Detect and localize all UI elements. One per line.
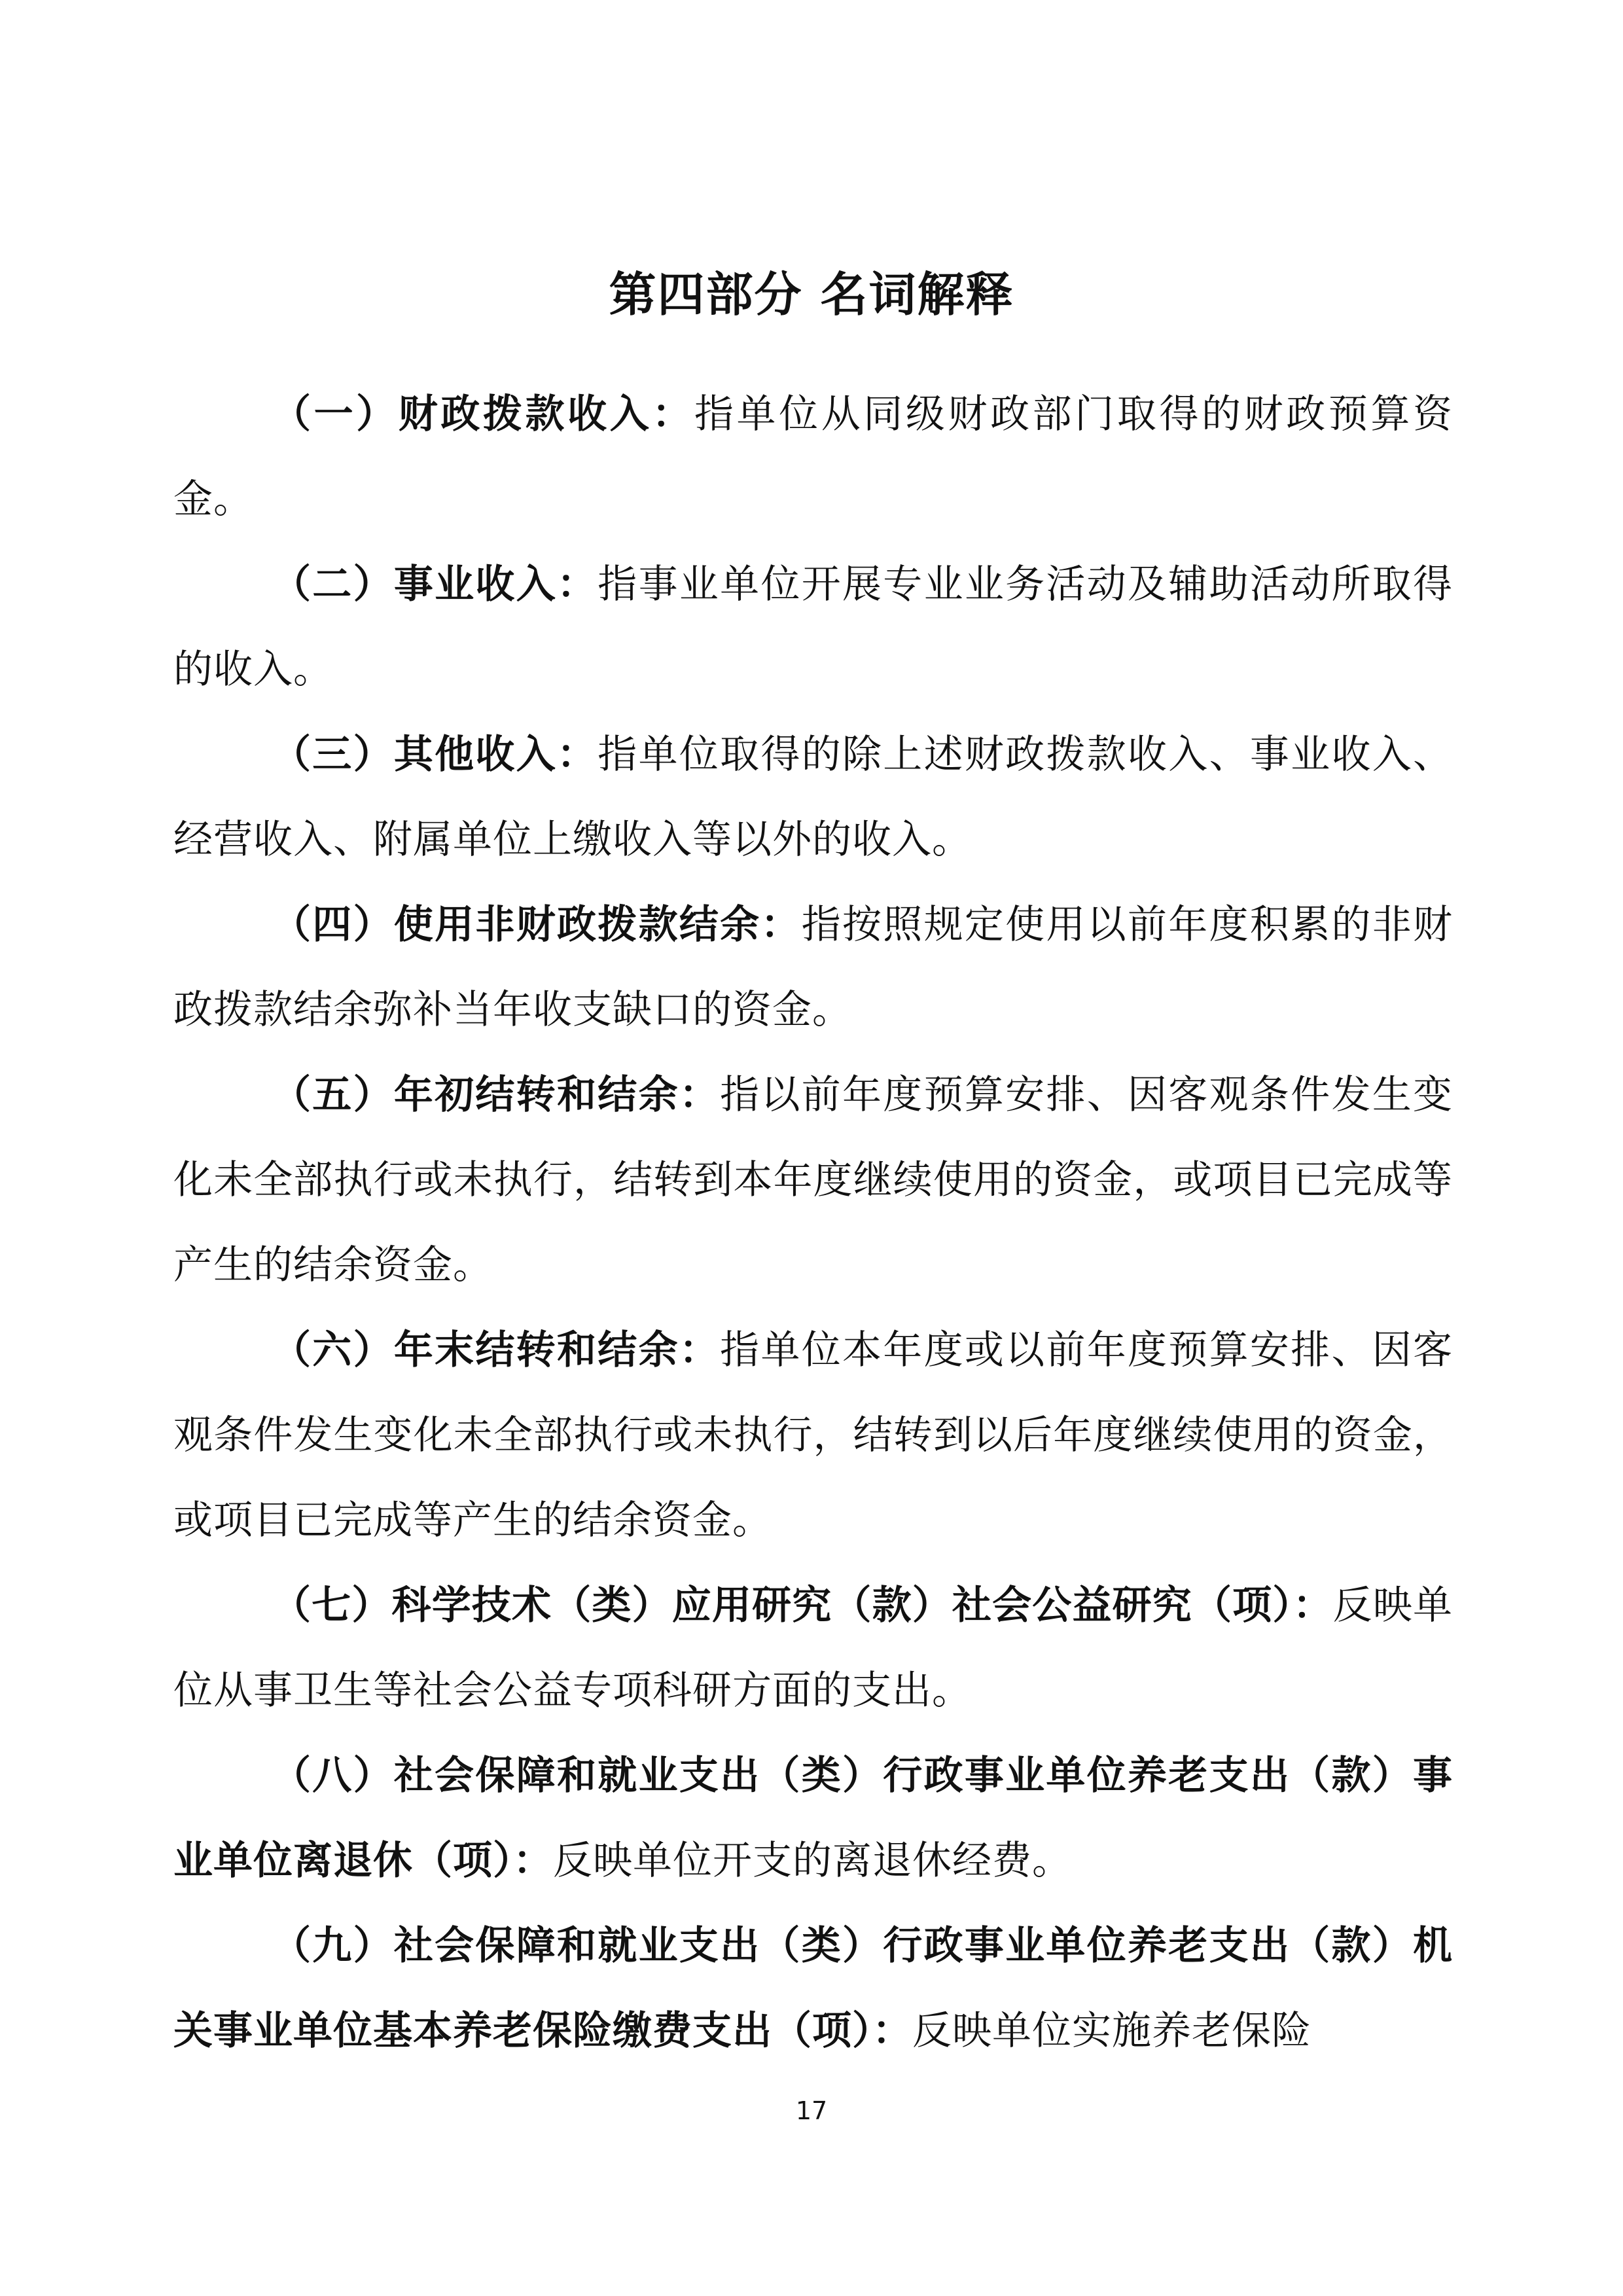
entry-definition: 指以前年度预算安排、因客观条件发生变化未全部执行或未执行，结转到本年度继续使用的资金，或项目已完成等产生的结余资金。 bbox=[173, 1072, 1454, 1288]
glossary-entry-6 bbox=[173, 1308, 1453, 1563]
entry-definition: 指单位取得的除上述财政拨款收入、事业收入、经营收入、附属单位上缴收入等以外的收入。 bbox=[173, 732, 1454, 863]
glossary-entry-4 bbox=[173, 882, 1453, 1052]
entry-term: （一）财政拨款收入： bbox=[272, 391, 694, 437]
entry-definition: 反映单位从事卫生等社会公益专项科研方面的支出。 bbox=[173, 1583, 1454, 1713]
glossary-entry-8 bbox=[173, 1733, 1453, 1903]
entry-definition: 反映单位实施养老保险 bbox=[912, 2008, 1311, 2054]
page-number: 17 bbox=[795, 2096, 828, 2125]
entry-term: （三）其他收入： bbox=[272, 732, 598, 778]
glossary-entry-7 bbox=[173, 1563, 1453, 1733]
glossary-entry-9 bbox=[173, 1903, 1453, 2073]
entry-definition: 指单位本年度或以前年度预算安排、因客观条件发生变化未全部执行或未执行，结转到以后年度继续使用的资金，或项目已完成等产生的结余资金。 bbox=[173, 1327, 1454, 1543]
entry-definition: 指按照规定使用以前年度积累的非财政拨款结余弥补当年收支缺口的资金。 bbox=[173, 902, 1454, 1033]
entry-term: （八）社会保障和就业支出（类）行政事业单位养老支出（款）事业单位离退休（项）： bbox=[173, 1753, 1453, 1884]
entry-term: （七）科学技术（类）应用研究（款）社会公益研究（项）： bbox=[272, 1583, 1333, 1628]
entry-definition: 指单位从同级财政部门取得的财政预算资金。 bbox=[173, 391, 1454, 522]
glossary-entry-2 bbox=[173, 542, 1453, 712]
entry-term: （六）年末结转和结余： bbox=[272, 1327, 721, 1373]
entry-definition: 指事业单位开展专业业务活动及辅助活动所取得的收入。 bbox=[173, 562, 1454, 692]
glossary-entry-5 bbox=[173, 1052, 1453, 1308]
entry-term: （四）使用非财政拨款结余： bbox=[272, 902, 802, 948]
glossary-body bbox=[173, 372, 1453, 2073]
entry-definition: 反映单位开支的离退休经费。 bbox=[553, 1838, 1072, 1884]
entry-term: （二）事业收入： bbox=[272, 562, 598, 607]
entry-term: （九）社会保障和就业支出（类）行政事业单位养老支出（款）机关事业单位基本养老保险缴费支出（项）： bbox=[173, 1923, 1453, 2054]
entry-term: （五）年初结转和结余： bbox=[272, 1072, 721, 1118]
page-title: 第四部分 名词解释 bbox=[609, 267, 1014, 322]
glossary-entry-3 bbox=[173, 712, 1453, 882]
glossary-entry-1 bbox=[173, 372, 1453, 542]
